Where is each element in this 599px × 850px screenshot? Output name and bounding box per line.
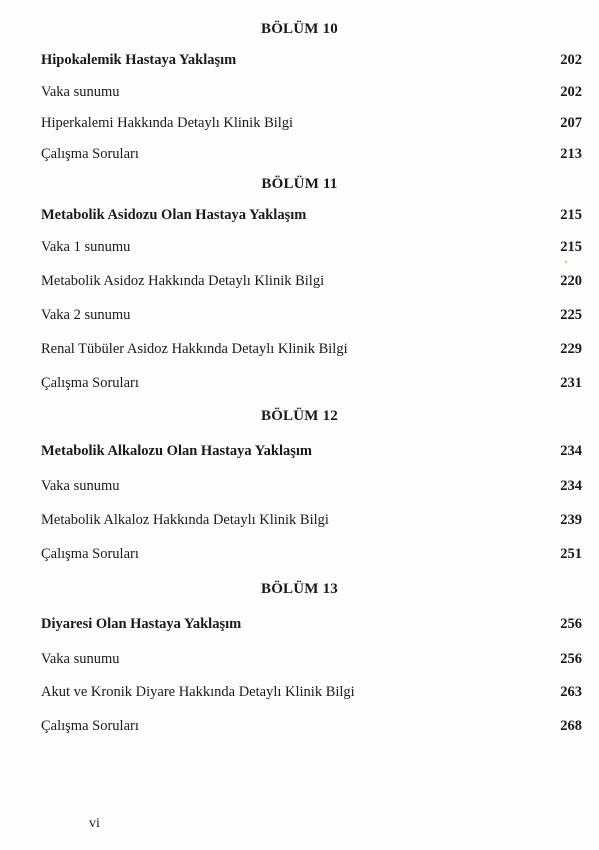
toc-entry-title: Vaka 1 sunumu <box>41 239 131 255</box>
toc-entry <box>41 616 582 636</box>
toc-entry-title: Renal Tübüler Asidoz Hakkında Detaylı Klinik Bilgi <box>41 341 348 357</box>
toc-entry-page: 256 <box>560 651 582 667</box>
toc-entry-title: Vaka sunumu <box>41 651 120 667</box>
toc-entry-page: 215 <box>560 239 582 255</box>
toc-entry-title: Hipokalemik Hastaya Yaklaşım <box>41 52 237 68</box>
toc-entry-title: Vaka 2 sunumu <box>41 307 131 323</box>
toc-entry-page: 202 <box>560 84 582 100</box>
toc-entry <box>41 115 582 135</box>
toc-entry-page: 229 <box>560 341 582 357</box>
toc-entry <box>41 684 582 704</box>
toc-entry <box>41 718 582 738</box>
chapter-heading: BÖLÜM 12 <box>260 408 339 424</box>
page-number: vi <box>89 816 100 831</box>
toc-entry <box>41 443 582 463</box>
toc-entry-page: 268 <box>560 718 582 734</box>
toc-entry-title: Çalışma Soruları <box>41 546 139 562</box>
toc-entry-title: Çalışma Soruları <box>41 375 139 391</box>
toc-entry <box>41 478 582 498</box>
toc-entry <box>41 512 582 532</box>
toc-entry-page: 202 <box>560 52 582 68</box>
toc-entry <box>41 375 582 395</box>
toc-entry-page: 220 <box>560 273 582 289</box>
toc-entry-title: Vaka sunumu <box>41 478 120 494</box>
toc-entry-title: Diyaresi Olan Hastaya Yaklaşım <box>41 616 242 632</box>
toc-entry-title: Hiperkalemi Hakkında Detaylı Klinik Bilgi <box>41 115 294 131</box>
toc-entry-title: Metabolik Alkalozu Olan Hastaya Yaklaşım <box>41 443 312 459</box>
toc-entry-page: 215 <box>560 207 582 223</box>
toc-entry <box>41 307 582 327</box>
toc-entry-page: 251 <box>560 546 582 562</box>
toc-entry-page: 234 <box>560 478 582 494</box>
toc-entry-page: 225 <box>560 307 582 323</box>
toc-entry <box>41 546 582 566</box>
toc-entry-page: 231 <box>560 375 582 391</box>
chapter-heading: BÖLÜM 11 <box>261 176 338 192</box>
toc-entry-title: Çalışma Soruları <box>41 718 139 734</box>
ink-speck <box>565 261 567 263</box>
toc-entry <box>41 207 582 227</box>
toc-entry-page: 239 <box>560 512 582 528</box>
toc-entry <box>41 239 582 259</box>
toc-entry-page: 207 <box>560 115 582 131</box>
toc-entry-page: 256 <box>560 616 582 632</box>
chapter-heading: BÖLÜM 10 <box>260 21 339 37</box>
toc-entry <box>41 651 582 671</box>
toc-entry <box>41 341 582 361</box>
toc-entry-page: 263 <box>560 684 582 700</box>
toc-entry-title: Akut ve Kronik Diyare Hakkında Detaylı Klinik Bilgi <box>41 684 355 700</box>
toc-entry <box>41 146 582 166</box>
toc-entry-page: 234 <box>560 443 582 459</box>
toc-entry-title: Metabolik Asidozu Olan Hastaya Yaklaşım <box>41 207 307 223</box>
toc-entry-title: Metabolik Alkaloz Hakkında Detaylı Klinik Bilgi <box>41 512 329 528</box>
toc-entry-title: Metabolik Asidoz Hakkında Detaylı Klinik Bilgi <box>41 273 325 289</box>
chapter-heading: BÖLÜM 13 <box>260 581 339 597</box>
toc-entry-page: 213 <box>560 146 582 162</box>
toc-entry-title: Vaka sunumu <box>41 84 120 100</box>
toc-entry <box>41 273 582 293</box>
toc-entry <box>41 52 582 72</box>
toc-entry <box>41 84 582 104</box>
toc-entry-title: Çalışma Soruları <box>41 146 139 162</box>
